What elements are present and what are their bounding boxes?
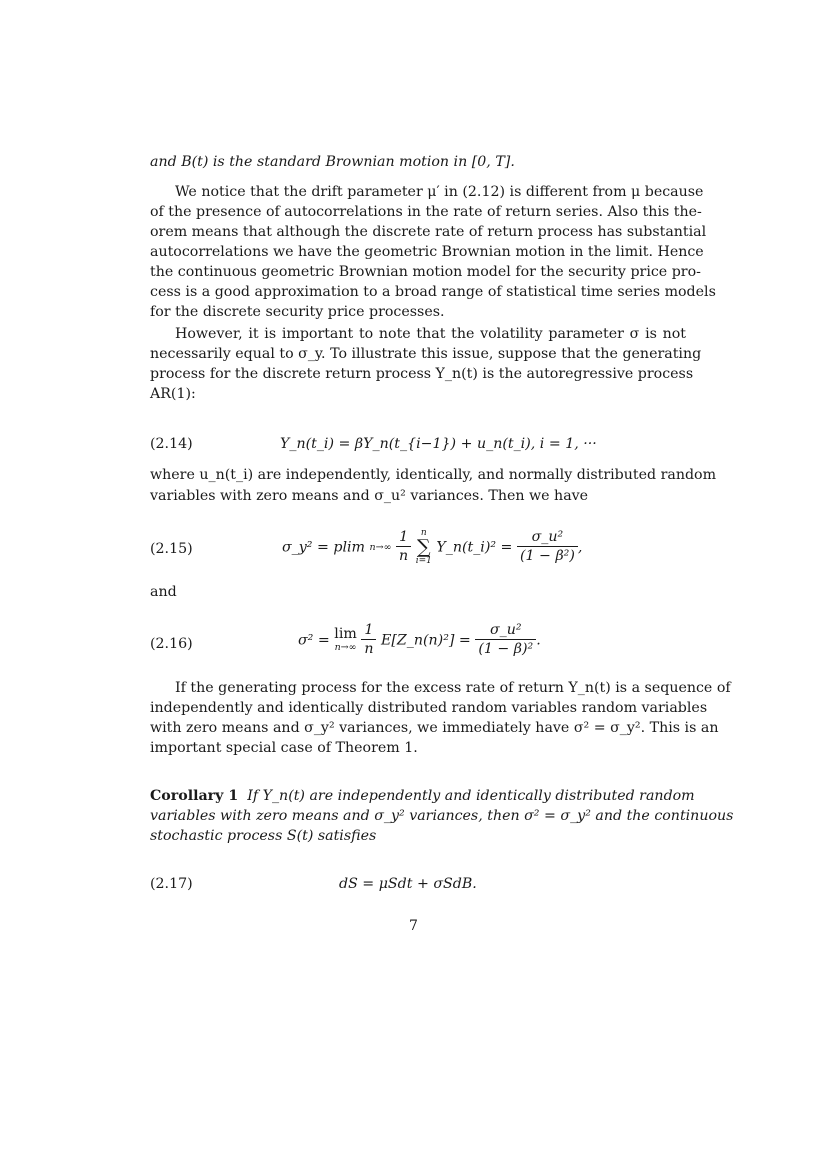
equation-body: dS = μSdt + σSdB.	[339, 876, 477, 892]
equation-body	[282, 528, 582, 567]
text-line: and B(t) is the standard Brownian motion in [0, T].	[150, 154, 515, 170]
equation-label: (2.17)	[150, 876, 193, 892]
denominator: n	[399, 548, 409, 564]
text-line: where u_n(t_i) are independently, identically, and normally distributed random	[150, 467, 717, 483]
text-line: necessarily equal to σ_y. To illustrate this issue, suppose that the generating	[150, 346, 702, 362]
equation-lhs: σ_y² = plim	[282, 539, 365, 556]
limit-operator	[370, 541, 392, 555]
equation-tail: ,	[577, 539, 583, 556]
numerator: 1	[396, 529, 411, 547]
fraction	[475, 622, 536, 659]
numerator: σ_u²	[475, 622, 536, 640]
text-line: If the generating process for the excess rate of return Y_n(t) is a sequence of	[175, 680, 731, 696]
text-line: and	[150, 584, 177, 600]
text-line: important special case of Theorem 1.	[150, 740, 418, 756]
text-line: the continuous geometric Brownian motion model for the security price pro-	[150, 264, 701, 280]
denominator: (1 − β)²	[478, 641, 534, 657]
text-line: variables with zero means and σ_u² variances. Then we have	[150, 488, 589, 504]
corollary-line	[150, 786, 695, 806]
equation-label: (2.15)	[150, 541, 193, 557]
sum-lower: i=1	[415, 556, 432, 566]
text-line: independently and identically distributed random variables random variables	[150, 700, 708, 716]
equation-body: Y_n(t_i) = βY_n(t_{i−1}) + u_n(t_i), i = 1, ···	[280, 436, 597, 452]
equation-2-15	[150, 528, 690, 574]
corollary-title: Corollary 1	[150, 788, 239, 804]
text-line: orem means that although the discrete rate of return process has substantial	[150, 224, 707, 240]
corollary-line: variables with zero means and σ_y² variances, then σ² = σ_y² and the continuous	[150, 808, 734, 824]
denominator: n	[364, 641, 374, 657]
equation-2-16	[150, 622, 690, 668]
denominator: (1 − β²)	[519, 548, 575, 564]
limit-subscript: n→∞	[369, 541, 392, 553]
numerator: 1	[361, 622, 376, 640]
sum-upper: n	[420, 528, 427, 538]
fraction	[517, 529, 578, 566]
equation-mid: E[Z_n(n)²] =	[381, 632, 471, 649]
page-number: 7	[409, 918, 418, 934]
text-line: cess is a good approximation to a broad range of statistical time series models	[150, 284, 716, 300]
equation-label: (2.14)	[150, 436, 193, 452]
text-line: of the presence of autocorrelations in the rate of return series. Also this the-	[150, 204, 702, 220]
equation-lhs: σ² =	[298, 632, 330, 649]
limit-operator	[334, 627, 357, 655]
equation-label: (2.16)	[150, 636, 193, 652]
sum-operator: n ∑ i=1	[415, 528, 432, 566]
numerator: σ_u²	[517, 529, 578, 547]
text-line: However, it is important to note that the volatility parameter σ is not	[175, 326, 686, 342]
fraction	[396, 529, 411, 566]
text-line: AR(1):	[150, 386, 196, 402]
text-line: with zero means and σ_y² variances, we immediately have σ² = σ_y². This is an	[150, 720, 719, 736]
text-line: We notice that the drift parameter μ′ in (2.12) is different from μ because	[175, 184, 704, 200]
limit-subscript: n→∞	[334, 641, 357, 653]
equation-tail: .	[536, 632, 541, 649]
equation-body	[298, 622, 541, 659]
corollary-text: If Y_n(t) are independently and identically distributed random	[247, 788, 695, 804]
equation-2-17	[150, 876, 690, 916]
corollary-line: stochastic process S(t) satisfies	[150, 828, 377, 844]
equation-mid: Y_n(t_i)² =	[436, 539, 513, 556]
limit-word: lim	[334, 625, 357, 642]
text-line: process for the discrete return process Y_n(t) is the autoregressive process	[150, 366, 694, 382]
fraction	[361, 622, 376, 659]
text-line: autocorrelations we have the geometric Brownian motion in the limit. Hence	[150, 244, 704, 260]
text-line: for the discrete security price processes.	[150, 304, 445, 320]
